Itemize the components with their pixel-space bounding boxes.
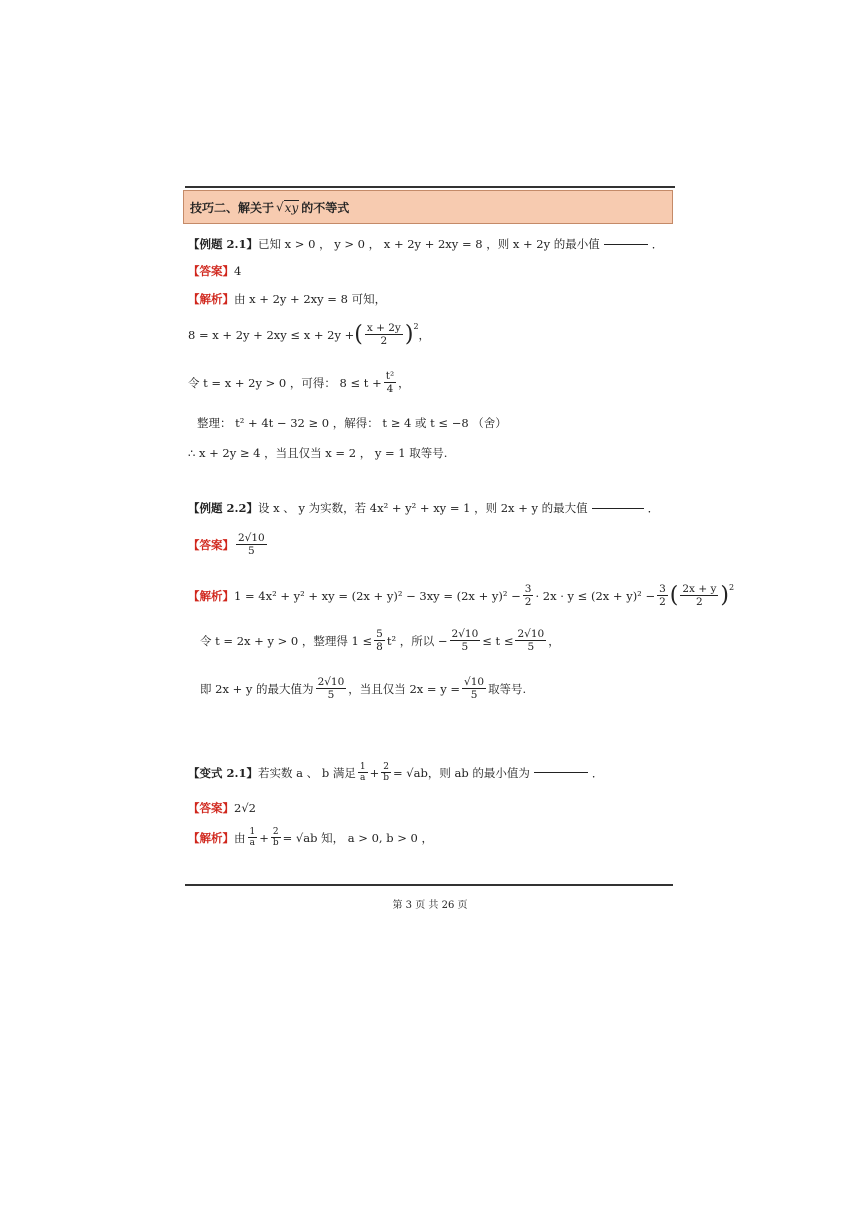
analysis-tag: 【解析】 (188, 588, 234, 603)
conclusion-text: ∴ x + 2y ≥ 4 ，当且仅当 x = 2 ， y = 1 取等号. (188, 446, 448, 460)
example-2-1-analysis-4 (197, 415, 507, 431)
fraction: $\frac{2√10}{5}$ (451, 628, 479, 654)
fraction: $\frac{2√10}{5}$ (317, 676, 345, 702)
example-2-1-analysis-2 (188, 322, 430, 347)
example-2-1-answer (188, 263, 241, 279)
plus-sign: + (259, 830, 269, 845)
punct: ， (418, 327, 431, 342)
fraction: $\frac{2√10}{5}$ (517, 628, 545, 654)
variant-2-1-analysis (188, 827, 433, 849)
fraction: $\frac{1}{a}$ (249, 827, 256, 849)
example-2-1-question (188, 236, 663, 252)
fraction: $\frac{2}{b}$ (272, 827, 279, 849)
example-2-2-question (188, 500, 659, 516)
example-2-2-analysis-3 (200, 676, 526, 701)
answer-tag: 【答案】 (188, 264, 234, 278)
plus-sign: + (369, 765, 380, 780)
conclusion-end: 取等号. (488, 681, 527, 696)
page-footer: 第 3 页 共 26 页 (392, 900, 468, 911)
fraction: $\frac{\text{t²}}{4}$ (385, 370, 395, 396)
answer-tag: 【答案】 (188, 537, 234, 552)
example-2-1-analysis-5 (188, 445, 447, 461)
exponent: 2 (413, 322, 419, 331)
example-2-2-analysis-1 (188, 583, 734, 608)
substitution-text: 令 t = 2x + y > 0 ，整理得 1 ≤ (200, 633, 373, 648)
fraction: $\frac{2}{b}$ (383, 762, 389, 784)
analysis-text: 由 (234, 830, 246, 845)
section-header (183, 190, 673, 224)
punct: ， (548, 633, 560, 648)
expansion-text-2: · 2x · y ≤ (2x + y)² − (535, 588, 656, 603)
fraction: $\frac{√10}{5}$ (464, 676, 485, 702)
analysis-tag: 【解析】 (188, 292, 234, 306)
example-2-2-tag: 【例题 2.2】 (188, 501, 259, 515)
section-header-suffix: 的不等式 (301, 200, 350, 215)
example-2-1-analysis-1 (188, 291, 386, 307)
left-paren: ( (669, 582, 679, 608)
example-2-1-analysis-3 (188, 370, 410, 395)
analysis-text: 由 x + 2y + 2xy = 8 可知， (234, 292, 387, 306)
variant-question-text-2: ，则 ab 的最小值为 (427, 765, 530, 780)
example-2-1-tag: 【例题 2.1】 (188, 237, 259, 251)
fraction: $\frac{2x + y}{2}$ (682, 583, 717, 609)
inequality-lhs: 8 = x + 2y + 2xy ≤ x + 2y + (188, 327, 355, 342)
section-header-prefix: 技巧二、解关于 (190, 200, 275, 215)
answer-tag: 【答案】 (188, 801, 234, 815)
conclusion-text: 即 2x + y 的最大值为 (200, 681, 314, 696)
example-2-2-answer (188, 532, 269, 557)
answer-fraction: $\frac{2√10}{5}$ (238, 532, 265, 558)
sqrt-radicand: xy (284, 200, 299, 215)
answer-blank (604, 244, 648, 245)
analysis-text-2: = √ab 知， a > 0, b > 0 ， (282, 830, 433, 845)
example-2-2-question-text: 设 x 、 y 为实数，若 4x² + y² + xy = 1 ，则 2x + y 的最大值 (258, 501, 588, 515)
analysis-tag: 【解析】 (188, 830, 234, 845)
example-2-2-analysis-2 (200, 628, 560, 653)
right-paren: ) (404, 321, 414, 347)
variant-question-text: 若实数 a 、 b 满足 (258, 765, 356, 780)
fraction: $\frac{x + 2y}{2}$ (366, 322, 401, 348)
answer-value: 4 (234, 264, 242, 278)
substitution-text: 令 t = x + 2y > 0 ，可得： 8 ≤ t + (188, 375, 382, 390)
sqrt-symbol: √ xy (276, 199, 299, 215)
question-end: ． (651, 237, 664, 251)
question-end: ． (647, 501, 660, 515)
fraction: $\frac{3}{2}$ (659, 583, 666, 609)
example-2-1-question-text: 已知 x > 0 ， y > 0 ， x + 2y + 2xy = 8 ，则 x + 2y 的最小值 (258, 237, 600, 251)
substitution-text-3: ≤ t ≤ (482, 633, 514, 648)
simplify-text: 整理： t² + 4t − 32 ≥ 0 ，解得： t ≥ 4 或 t ≤ −8 （舍） (197, 416, 507, 430)
fraction: $\frac{3}{2}$ (524, 583, 532, 609)
footer-rule (185, 884, 673, 886)
right-paren: ) (720, 582, 729, 608)
fraction: $\frac{5}{8}$ (376, 628, 383, 654)
exponent: 2 (728, 583, 735, 592)
expansion-text: 1 = 4x² + y² + xy = (2x + y)² − 3xy = (2x + y)² − (234, 588, 521, 603)
variant-2-1-tag: 【变式 2.1】 (188, 765, 259, 780)
left-paren: ( (354, 321, 363, 347)
variant-2-1-question (188, 762, 603, 784)
header-rule (185, 186, 675, 188)
question-end: ． (591, 765, 604, 780)
variant-2-1-answer (188, 800, 256, 816)
substitution-text-2: t² ，所以 − (386, 633, 448, 648)
punct: ， (398, 375, 410, 390)
fraction: $\frac{1}{a}$ (359, 762, 366, 784)
equation-rhs: = √ab (393, 765, 428, 780)
answer-blank (534, 772, 588, 773)
answer-value: 2√2 (234, 801, 256, 815)
answer-blank (592, 508, 644, 509)
conclusion-text-2: ，当且仅当 2x = y = (348, 681, 460, 696)
